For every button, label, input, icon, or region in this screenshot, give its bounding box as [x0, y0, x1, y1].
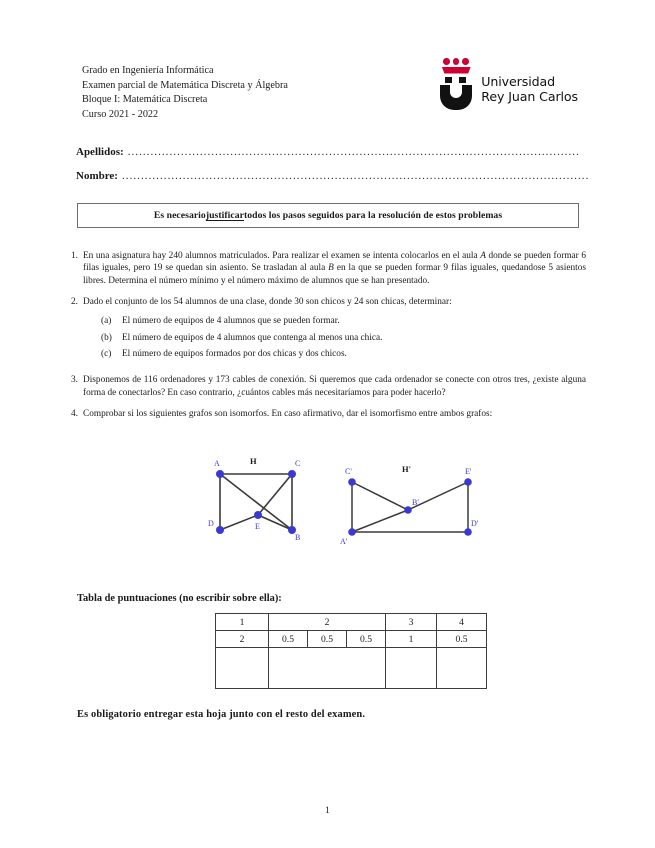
vertex-B-prime — [404, 506, 412, 514]
vertex-label-D-prime: D' — [471, 519, 479, 528]
blank-cell-q2[interactable] — [269, 648, 386, 689]
course-line-block: Bloque I: Matemática Discreta — [82, 94, 208, 106]
vertex-D-prime — [464, 528, 472, 536]
question-2 — [66, 296, 586, 365]
document-header — [82, 62, 578, 122]
graph-H-prime — [330, 458, 490, 548]
justification-notice — [77, 203, 579, 228]
question-4-text: Comprobar si los siguientes grafos son isomorfos. En caso afirmativo, dar el isomorfismo entre ambos grafos: — [83, 409, 493, 420]
graph-H-name: H — [250, 456, 257, 466]
notice-underlined-word: justificar — [205, 210, 244, 221]
points-cell-q2b: 0.5 — [308, 631, 347, 648]
vertex-label-A: A — [214, 459, 220, 468]
header-cell-q4: 4 — [437, 614, 487, 631]
mandatory-note: Es obligatorio entregar esta hoja junto con el resto del examen. — [77, 709, 366, 720]
vertex-D — [216, 526, 224, 534]
subitem-b-text: El número de equipos de 4 alumnos que contenga al menos una chica. — [122, 332, 383, 343]
graph-figures — [0, 452, 655, 552]
blank-cell-q3[interactable] — [386, 648, 437, 689]
edge-Bp-Ap — [352, 510, 408, 532]
score-table-header-row — [216, 614, 487, 631]
question-3 — [66, 374, 586, 399]
urjc-logo-text — [481, 64, 578, 105]
subitem-a-text: El número de equipos de 4 alumnos que se pueden formar. — [122, 315, 340, 326]
score-table-points-row — [216, 631, 487, 648]
header-cell-q3: 3 — [386, 614, 437, 631]
nombre-field[interactable] — [76, 170, 590, 182]
score-table — [215, 613, 487, 689]
question-2-subitem-c — [83, 348, 586, 360]
blank-cell-q1[interactable] — [216, 648, 269, 689]
vertex-label-B-prime: B' — [412, 498, 419, 507]
vertex-label-E: E — [255, 522, 260, 531]
header-cell-q2: 2 — [269, 614, 386, 631]
graph-H — [196, 452, 316, 547]
points-cell-q1: 2 — [216, 631, 269, 648]
vertex-label-B: B — [295, 533, 301, 542]
course-line-exam: Examen parcial de Matemática Discreta y Álgebra — [82, 79, 288, 91]
course-info — [82, 62, 288, 122]
urjc-logo — [438, 58, 578, 110]
vertex-label-C: C — [295, 459, 301, 468]
notice-prefix: Es necesario — [153, 210, 206, 221]
subitem-a-tag: (a) — [101, 315, 112, 326]
graph-H-prime-name: H' — [402, 464, 411, 474]
vertex-C-prime — [348, 478, 356, 486]
score-table-blank-row — [216, 648, 487, 689]
question-2-text: Dado el conjunto de los 54 alumnos de una clase, donde 30 son chicos y 24 son chicas, determinar: — [83, 297, 452, 308]
vertex-label-E-prime: E' — [465, 467, 472, 476]
points-cell-q2a: 0.5 — [269, 631, 308, 648]
question-4-number: 4. — [71, 409, 78, 420]
logo-text-line1: Universidad — [481, 73, 555, 89]
subitem-c-text: El número de equipos formados por dos chicas y dos chicos. — [122, 349, 347, 360]
page-number: 1 — [325, 806, 330, 816]
header-cell-q1: 1 — [216, 614, 269, 631]
nombre-dotted-line: ........................................................................................................................... — [121, 170, 590, 182]
question-1-text: En una asignatura hay 240 alumnos matriculados. Para realizar el examen se intenta colocarlos en el aula A donde se pueden formar 6 filas iguales, pero 19 se quedan sin asiento. Se trasladan al aula B en la que se pueden formar 9 filas iguales, quedandose 5 asientos libres. Determina el número mínimo y el número máximo de alumnos que se han presentado. — [83, 251, 587, 286]
urjc-logo-mark-icon — [438, 58, 474, 110]
vertex-label-C-prime: C' — [345, 467, 352, 476]
points-cell-q4: 0.5 — [437, 631, 487, 648]
vertex-C — [288, 470, 296, 478]
edge-C-E — [258, 474, 292, 515]
question-3-text: Disponemos de 116 ordenadores y 173 cables de conexión. Si queremos que cada ordenador se conecte con otros tres, ¿existe alguna forma de conectarlos? En caso contrario, ¿cuántos cables más necesitaríamos para poder hacerlo? — [83, 375, 586, 398]
question-1 — [66, 250, 586, 287]
question-4 — [66, 408, 586, 420]
apellidos-label: Apellidos: — [76, 146, 124, 158]
nombre-label: Nombre: — [76, 170, 118, 182]
crown-icon — [441, 58, 471, 75]
vertex-E — [254, 511, 262, 519]
blank-cell-q4[interactable] — [437, 648, 487, 689]
edge-Cp-Bp — [352, 482, 408, 510]
edge-D-E — [220, 515, 258, 530]
question-2-subitems — [83, 315, 586, 361]
question-2-subitem-a — [83, 315, 586, 327]
logo-text-line2: Rey Juan Carlos — [481, 89, 578, 104]
course-line-degree: Grado en Ingeniería Informática — [82, 65, 214, 76]
question-2-number: 2. — [71, 297, 78, 308]
apellidos-field[interactable] — [76, 146, 580, 158]
vertex-A-prime — [348, 528, 356, 536]
points-cell-q2c: 0.5 — [347, 631, 386, 648]
notice-suffix: todos los pasos seguidos para la resolución de estos problemas — [244, 210, 503, 221]
apellidos-dotted-line: ....................................................................................................................... — [127, 146, 580, 158]
score-table-title: Tabla de puntuaciones (no escribir sobre ella): — [77, 593, 282, 604]
vertex-E-prime — [464, 478, 472, 486]
subitem-c-tag: (c) — [101, 349, 112, 360]
question-2-subitem-b — [83, 332, 586, 344]
question-2-body — [83, 296, 586, 365]
vertex-label-A-prime: A' — [340, 537, 348, 546]
course-line-year: Curso 2021 - 2022 — [82, 108, 159, 120]
vertex-A — [216, 470, 224, 478]
questions-list — [66, 250, 586, 430]
points-cell-q3: 1 — [386, 631, 437, 648]
question-1-number: 1. — [71, 251, 78, 261]
subitem-b-tag: (b) — [101, 332, 112, 343]
vertex-label-D: D — [208, 519, 214, 528]
question-3-number: 3. — [71, 375, 78, 386]
u-letter-icon — [439, 77, 473, 110]
